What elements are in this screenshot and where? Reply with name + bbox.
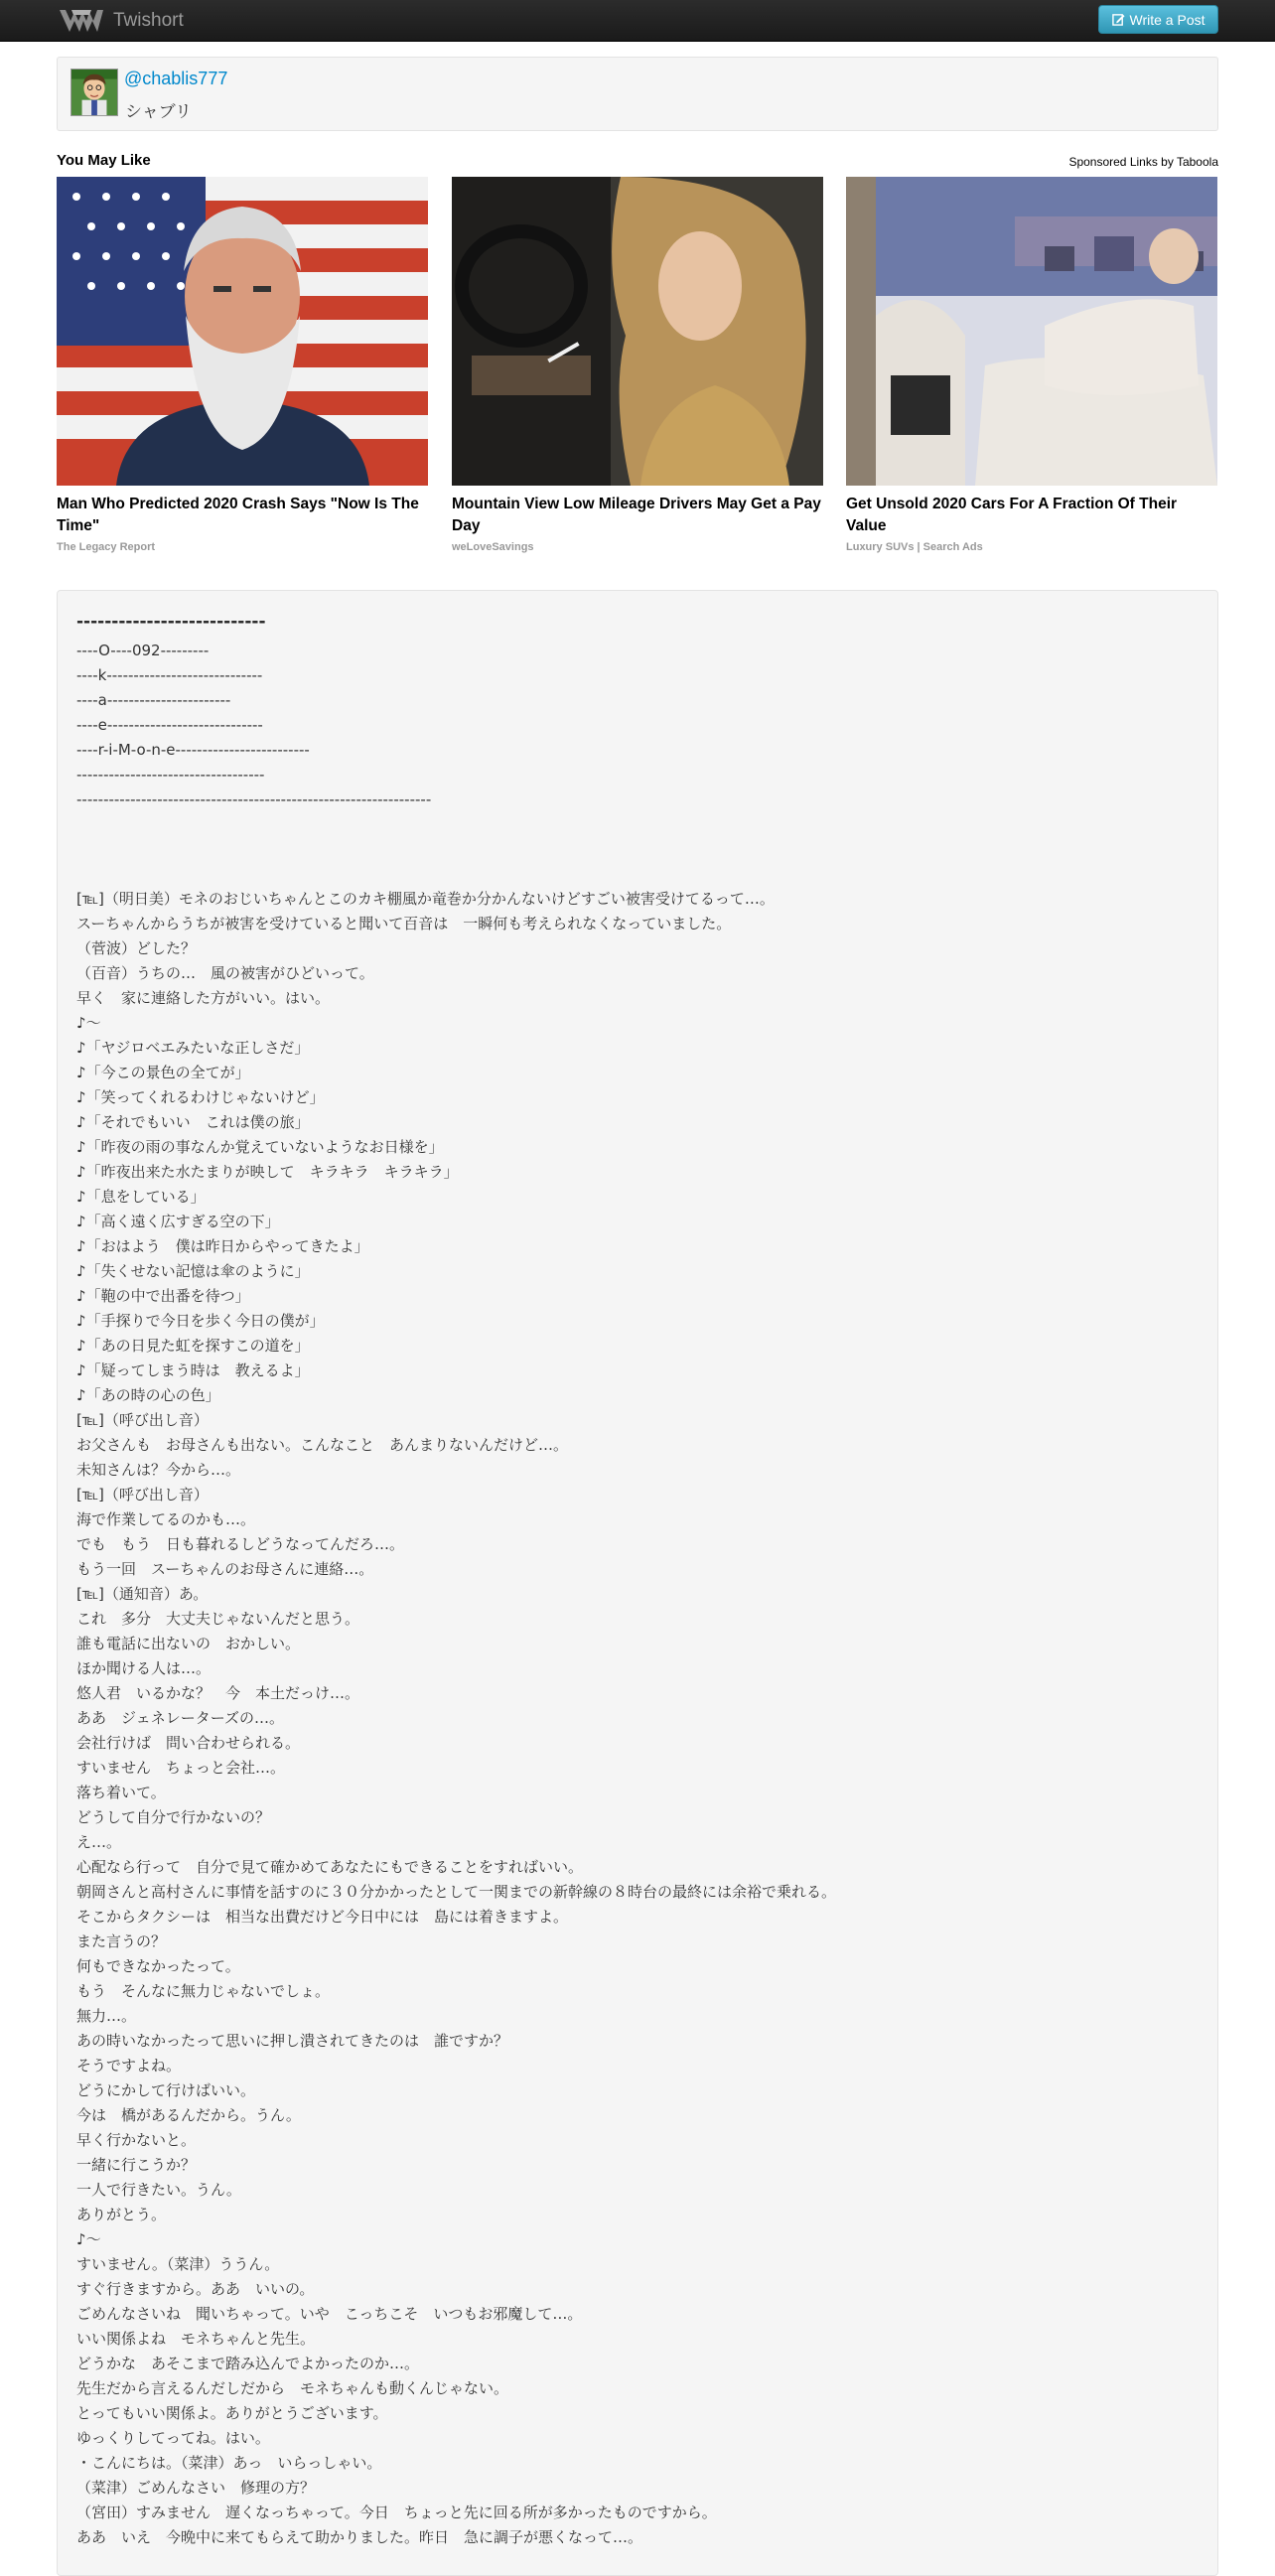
transcript-line: ♪「あの日見た虹を探すこの道を」 [76, 1337, 310, 1355]
transcript-line: もう そんなに無力じゃないでしょ。 [76, 1982, 331, 2000]
ad-image-bearded-man[interactable] [57, 177, 428, 486]
transcript-line: すいません。（菜津）ううん。 [76, 2255, 280, 2273]
transcript-line: これ 多分 大丈夫じゃないんだと思う。 [76, 1610, 360, 1628]
transcript-line: （菅波）どした？ [76, 939, 197, 957]
transcript-line: （宮田）すみません 遅くなっちゃって。今日 ちょっと先に回る所が多かったものですから。 [76, 2504, 717, 2521]
transcript-line: [℡]（通知音）あ。 [76, 1585, 209, 1603]
transcript-line: ・こんにちは。（菜津）あっ いらっしゃい。 [76, 2454, 382, 2472]
transcript-line: ああ いえ 今晩中に来てもらえて助かりました。昨日 急に調子が悪くなって…。 [76, 2528, 643, 2546]
transcript-line: どうかな あそこまで踏み込んでよかったのか…。 [76, 2355, 420, 2372]
write-a-post-label: Write a Post [1129, 11, 1205, 28]
transcript-line: ♪～ [76, 1014, 101, 1032]
ad-card-3[interactable] [846, 177, 1217, 553]
transcript-line: ♪～ [76, 2230, 101, 2248]
transcript-line: 今は 橋があるんだから。うん。 [76, 2106, 301, 2124]
post-header-divider: --------------------------- [76, 612, 266, 632]
transcript-line: お父さんも お母さんも出ない。こんなこと あんまりないんだけど…。 [76, 1436, 569, 1454]
author-display-name: シャブリ [125, 102, 192, 122]
transcript-line: （百音）うちの… 風の被害がひどいって。 [76, 964, 374, 982]
transcript-line: [℡]（呼び出し音） [76, 1411, 209, 1429]
transcript-line: 一緒に行こうか？ [76, 2156, 197, 2174]
ad-card-1[interactable] [57, 177, 428, 553]
edit-icon [1112, 13, 1125, 26]
transcript-line: ♪「ヤジロベエみたいな正しさだ」 [76, 1039, 310, 1057]
transcript-line: ♪「それでもいい これは僕の旅」 [76, 1113, 310, 1131]
author-box [57, 57, 1218, 131]
transcript-lines [76, 887, 1199, 2550]
transcript-line: ♪「笑ってくれるわけじゃないけど」 [76, 1088, 325, 1106]
transcript-line: 海で作業してるのかも…。 [76, 1510, 256, 1528]
transcript-line: スーちゃんからうちが被害を受けていると聞いて百音は 一瞬何も考えられなくなっていました。 [76, 915, 732, 932]
transcript-line: ♪「あの時の心の色」 [76, 1386, 220, 1404]
ascii-art-line: ------------------------------------------------------------------ [76, 790, 432, 808]
transcript-line: ♪「高く遠く広すぎる空の下」 [76, 1213, 280, 1230]
ad-image-luxury-car-interior[interactable] [846, 177, 1217, 486]
transcript-line: 心配なら行って 自分で見て確かめてあなたにもできることをすればいい。 [76, 1858, 584, 1876]
transcript-line: ♪「鞄の中で出番を待つ」 [76, 1287, 250, 1305]
transcript-line: 未知さんは？今から…。 [76, 1461, 241, 1479]
ascii-art-line: ----------------------------------- [76, 766, 265, 784]
transcript-line: すいません ちょっと会社…。 [76, 1759, 286, 1777]
ad-title-3[interactable]: Get Unsold 2020 Cars For A Fraction Of Their Value [846, 496, 1178, 534]
transcript-line: もう一回 スーちゃんのお母さんに連絡…。 [76, 1560, 374, 1578]
transcript-line: 一人で行きたい。うん。 [76, 2181, 241, 2199]
transcript-line: あの時いなかったって思いに押し潰されてきたのは 誰ですか？ [76, 2032, 509, 2050]
ascii-art-line: ----k----------------------------- [76, 666, 263, 684]
transcript-line: ♪「昨夜の雨の事なんか覚えていないようなお日様を」 [76, 1138, 444, 1156]
ad-source-2: weLoveSavings [452, 541, 534, 553]
twishort-logo-icon [58, 7, 105, 35]
transcript-line: ♪「昨夜出来た水たまりが映して キラキラ キラキラ」 [76, 1163, 459, 1181]
transcript-line: ほか聞ける人は…。 [76, 1659, 212, 1677]
transcript-line: 悠人君 いるかな？ 今 本土だっけ…。 [76, 1684, 360, 1702]
transcript-line: ごめんなさいね 聞いちゃって。いや こっちこそ いつもお邪魔して…。 [76, 2305, 583, 2323]
transcript-line: [℡]（明日美）モネのおじいちゃんとこのカキ棚風か竜巻か分かんないけどすごい被害受けてるって…。 [76, 890, 775, 908]
transcript-line: どうして自分で行かないの？ [76, 1808, 271, 1826]
ad-source-3: Luxury SUVs | Search Ads [846, 541, 983, 553]
blank-gap [76, 812, 1199, 887]
ascii-art-line: ----r-i-M-o-n-e------------------------- [76, 741, 310, 759]
sponsored-links-label[interactable]: Sponsored Links by Taboola [1068, 155, 1218, 169]
transcript-line: 落ち着いて。 [76, 1784, 166, 1801]
transcript-line: 朝岡さんと高村さんに事情を話すのに３０分かかったとして一関までの新幹線の８時台の最終には余裕で乗れる。 [76, 1883, 837, 1901]
ascii-art-block [76, 639, 1199, 812]
brand-name: Twishort [113, 9, 184, 31]
ascii-art-line: ----a----------------------- [76, 691, 231, 709]
transcript-line: ♪「おはよう 僕は昨日からやってきたよ」 [76, 1237, 369, 1255]
transcript-line: 早く行かないと。 [76, 2131, 197, 2149]
ad-title-2[interactable]: Mountain View Low Mileage Drivers May Get a Pay Day [452, 496, 821, 534]
top-navbar [0, 0, 1275, 42]
transcript-line: 何もできなかったって。 [76, 1957, 240, 1975]
author-handle-link[interactable]: @chablis777 [124, 69, 228, 88]
transcript-line: ゆっくりしてってね。はい。 [76, 2429, 270, 2447]
transcript-line: [℡]（呼び出し音） [76, 1486, 209, 1503]
transcript-line: そこからタクシーは 相当な出費だけど今日中には 島には着きますよ。 [76, 1908, 569, 1926]
transcript-line: 会社行けば 問い合わせられる。 [76, 1734, 301, 1752]
transcript-line: （菜津）ごめんなさい 修理の方？ [76, 2479, 316, 2497]
transcript-line: ♪「今この景色の全てが」 [76, 1064, 250, 1081]
transcript-line: いい関係よね モネちゃんと先生。 [76, 2330, 316, 2348]
avatar[interactable] [71, 69, 118, 116]
ad-source-1: The Legacy Report [57, 541, 156, 553]
ad-title-1[interactable]: Man Who Predicted 2020 Crash Says "Now Is The Time" [57, 496, 419, 534]
transcript-line: ♪「疑ってしまう時は 教えるよ」 [76, 1361, 310, 1379]
write-a-post-button[interactable] [1098, 5, 1218, 34]
transcript-line: すぐ行きますから。ああ いいの。 [76, 2280, 315, 2298]
transcript-line: とってもいい関係よ。ありがとうございます。 [76, 2404, 388, 2422]
transcript-line: 誰も電話に出ないの おかしい。 [76, 1635, 301, 1652]
transcript-line: また言うの？ [76, 1932, 167, 1950]
ascii-art-line: ----e----------------------------- [76, 716, 263, 734]
transcript-line: 無力…。 [76, 2007, 137, 2025]
transcript-line: ♪「息をしている」 [76, 1188, 206, 1206]
transcript-line: ありがとう。 [76, 2206, 167, 2223]
transcript-line: ♪「手探りで今日を歩く今日の僕が」 [76, 1312, 325, 1330]
transcript-line: ♪「失くせない記憶は傘のように」 [76, 1262, 310, 1280]
you-may-like-heading: You May Like [57, 152, 151, 169]
transcript-line: どうにかして行けばいい。 [76, 2081, 256, 2099]
transcript-line: ああ ジェネレーターズの…。 [76, 1709, 284, 1727]
transcript-line: 早く 家に連絡した方がいい。はい。 [76, 989, 331, 1007]
transcript-line: 先生だから言えるんだしだから モネちゃんも動くんじゃない。 [76, 2379, 509, 2397]
post-body [57, 590, 1218, 2576]
transcript-line: え…。 [76, 1833, 122, 1851]
transcript-line: でも もう 日も暮れるしどうなってんだろ…。 [76, 1535, 405, 1553]
brand-link[interactable] [58, 5, 184, 36]
transcript-line: そうですよね。 [76, 2057, 182, 2075]
ascii-art-line: ----O----092--------- [76, 642, 210, 659]
ad-card-2[interactable] [452, 177, 823, 553]
ad-image-woman-in-car[interactable] [452, 177, 823, 486]
